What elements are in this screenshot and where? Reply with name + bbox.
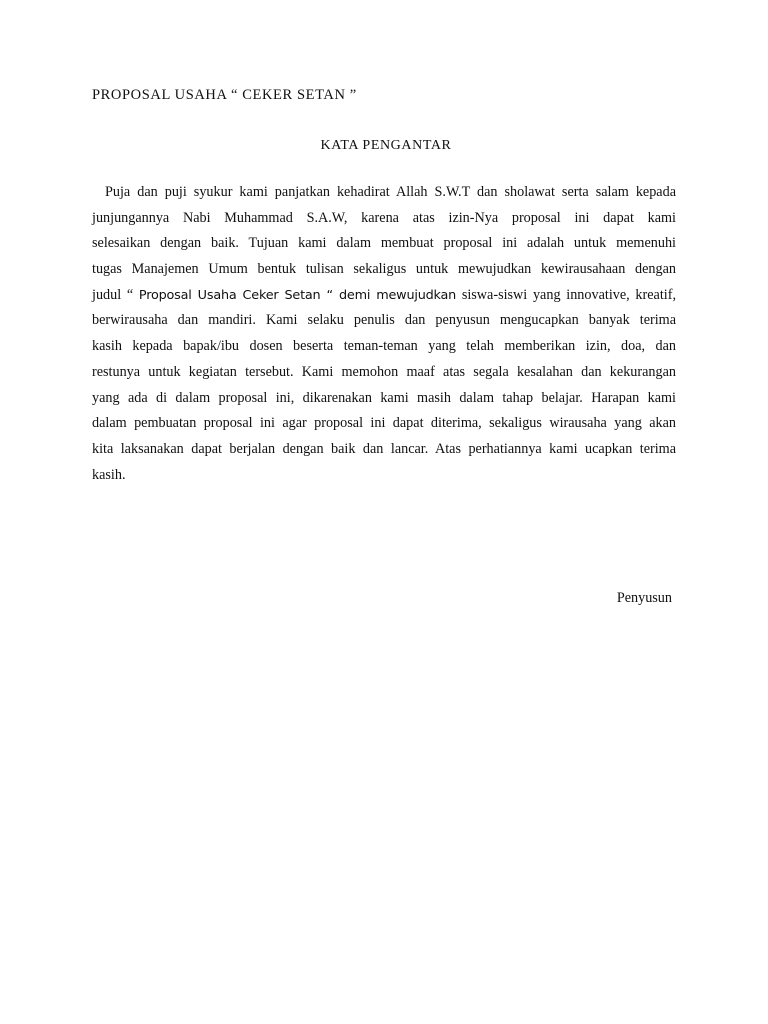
line-suffix: siswa-siswi yang innovative, kreatif,: [456, 286, 676, 303]
paragraph-line: Puja dan puji syukur kami panjatkan kehadirat Allah S.W.T dan sholawat serta salam kepada: [105, 184, 676, 200]
paragraph-line: berwirausaha dan mandiri. Kami selaku penulis dan penyusun mengucapkan banyak terima: [92, 312, 676, 329]
sans-serif-run: Proposal Usaha Ceker Setan “ demi mewujudkan: [138, 287, 457, 303]
line-prefix: judul “: [92, 286, 139, 303]
paragraph-line: restunya untuk kegiatan tersebut. Kami memohon maaf atas segala kesalahan dan kekurangan: [92, 363, 676, 380]
paragraph-line: [92, 283, 676, 309]
paragraph-line: junjungannya Nabi Muhammad S.A.W, karena atas izin-Nya proposal ini dapat kami: [92, 209, 676, 226]
signature: Penyusun: [616, 590, 672, 606]
paragraph-line: kasih.: [92, 466, 126, 483]
paragraph-line: kasih kepada bapak/ibu dosen beserta teman-teman yang telah memberikan izin, doa, dan: [92, 338, 676, 355]
paragraph-line: tugas Manajemen Umum bentuk tulisan sekaligus untuk mewujudkan kewirausahaan dengan: [92, 261, 676, 278]
paragraph-line: yang ada di dalam proposal ini, dikarenakan kami masih dalam tahap belajar. Harapan kami: [92, 389, 676, 406]
preface-paragraph: [92, 180, 676, 488]
document-title: PROPOSAL USAHA “ CEKER SETAN ”: [92, 87, 357, 103]
paragraph-line: dalam pembuatan proposal ini agar proposal ini dapat diterima, sekaligus wirausaha yang akan: [92, 415, 676, 432]
paragraph-line: selesaikan dengan baik. Tujuan kami dalam membuat proposal ini adalah untuk memenuhi: [92, 235, 676, 252]
paragraph-line: kita laksanakan dapat berjalan dengan baik dan lancar. Atas perhatiannya kami ucapkan terima: [92, 440, 676, 457]
section-heading: KATA PENGANTAR: [320, 138, 452, 153]
